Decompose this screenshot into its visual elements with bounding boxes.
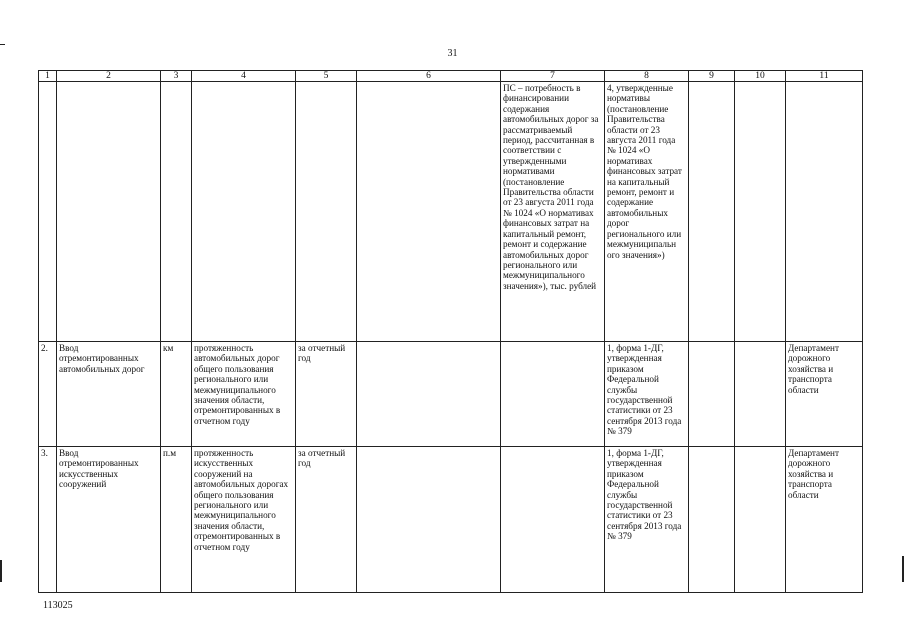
basic-indicators-cell: ПС – потребность в финансировании содержания автомобильных дорог за рассматриваемый период, рассчитанная в соответствии с утвержденными нормативами (постановление Правительства области от 23 августа 2011 года № 1024 «О нормативах финансовых затрат на капитальный ремонт, ремонт и содержание автомобильных дорог регионального или межмуниципального значения»), тыс. рублей [501,82,605,342]
indicator-name-cell [57,82,161,342]
unit-cell: п.м [161,447,192,593]
column-number: 10 [735,71,786,82]
column-number: 1 [39,71,57,82]
column-number: 3 [161,71,192,82]
collection-method-cell: 1, форма 1-ДГ, утвержденная приказом Федеральной службы государственной статистики от 23 сентября 2013 года № 379 [605,447,689,593]
empty-cell [735,82,786,342]
column-number: 2 [57,71,161,82]
definition-cell: протяженность искусственных сооружений на автомобильных дорогах общего пользования регионального или межмуниципального значения области, отремонтированных в отчетном году [192,447,296,593]
empty-cell [689,447,735,593]
column-number: 8 [605,71,689,82]
empty-cell [689,342,735,447]
table-row [39,447,863,593]
responsible-cell: Департамент дорожного хозяйства и транспорта области [786,342,863,447]
table-row [39,342,863,447]
column-number: 11 [786,71,863,82]
table-row [39,82,863,342]
indicator-name-cell: Ввод отремонтированных искусственных сооружений [57,447,161,593]
column-number: 9 [689,71,735,82]
definition-cell: протяженность автомобильных дорог общего пользования регионального или межмуниципального значения области, отремонтированных в отчетном году [192,342,296,447]
empty-cell [735,447,786,593]
formula-cell [357,82,501,342]
scan-edge-mark [902,556,904,582]
empty-cell [689,82,735,342]
column-number: 7 [501,71,605,82]
responsible-cell [786,82,863,342]
formula-cell [357,342,501,447]
basic-indicators-cell [501,447,605,593]
scan-edge-mark [0,44,5,45]
empty-cell [735,342,786,447]
period-cell [296,82,357,342]
scan-edge-mark [0,560,2,582]
column-number: 4 [192,71,296,82]
row-number-cell [39,82,57,342]
document-id: 113025 [43,600,73,611]
column-number: 5 [296,71,357,82]
indicator-table [38,70,863,593]
formula-cell [357,447,501,593]
page-number: 31 [447,48,458,59]
column-number: 6 [357,71,501,82]
period-cell: за отчетный год [296,447,357,593]
column-number-row [39,71,863,82]
indicator-name-cell: Ввод отремонтированных автомобильных дорог [57,342,161,447]
definition-cell [192,82,296,342]
basic-indicators-cell [501,342,605,447]
unit-cell: км [161,342,192,447]
unit-cell [161,82,192,342]
collection-method-cell: 4, утвержденные нормативы (постановление Правительства области от 23 августа 2011 года № 1024 «О нормативах финансовых затрат на капитальный ремонт, ремонт и содержание автомобильных дорог регионального или межмуниципальн ого значения») [605,82,689,342]
row-number-cell: 2. [39,342,57,447]
responsible-cell: Департамент дорожного хозяйства и транспорта области [786,447,863,593]
collection-method-cell: 1, форма 1-ДГ, утвержденная приказом Федеральной службы государственной статистики от 23 сентября 2013 года № 379 [605,342,689,447]
period-cell: за отчетный год [296,342,357,447]
row-number-cell: 3. [39,447,57,593]
